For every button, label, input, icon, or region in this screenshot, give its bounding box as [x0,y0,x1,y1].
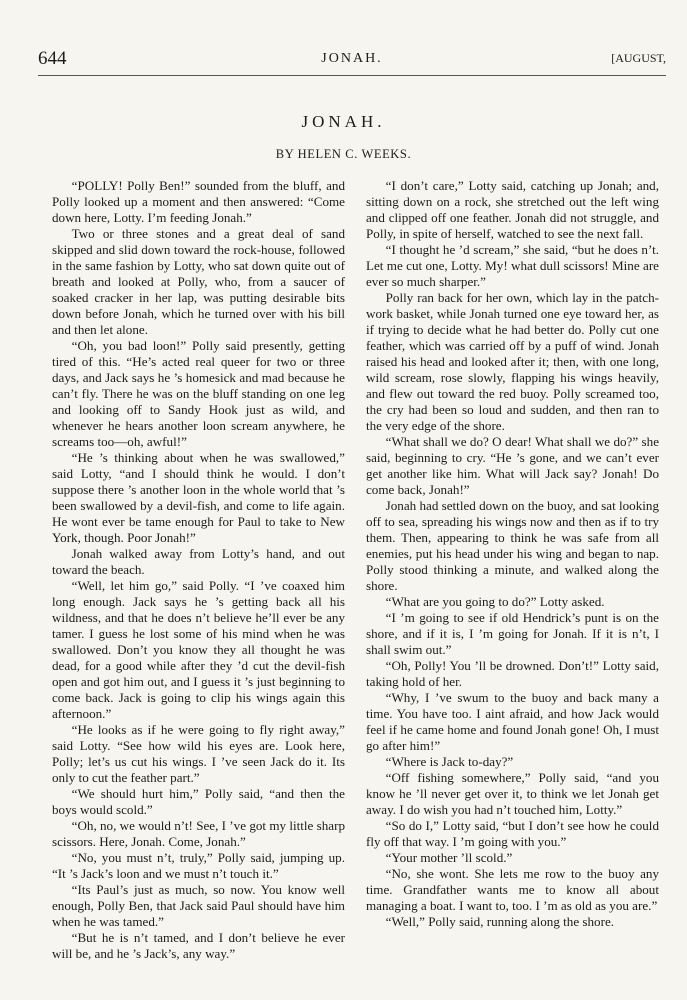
paragraph: “No, you must n’t, truly,” Polly said, jumping up. “It ’s Jack’s loon and we must n’t touch it.” [52,850,345,881]
article-title: JONAH. [301,112,386,131]
paragraph: “Well, let him go,” said Polly. “I ’ve coaxed him long enough. Jack says he ’s getting back all his wildness, and that he does n’t believe he’ll ever be any tamer. I guess he lost some of his mind when he was swallowed. Don’t you know they all thought he was dead, for a good while after they ’d cut the devil-fish open and got him out, and I guess it ’s just beginning to come back. Jack is going to clip his wings again this afternoon.” [52,578,345,721]
page-number: 644 [38,48,67,69]
paragraph: “Oh, Polly! You ’ll be drowned. Don’t!” Lotty said, taking hold of her. [366,658,659,689]
paragraph: “I thought he ’d scream,” she said, “but he does n’t. Let me cut one, Lotty. My! what dull scissors! Mine are ever so much sharper.” [366,242,659,289]
paragraph: Jonah had settled down on the buoy, and sat looking off to sea, spreading his wings now and then as if to try them. Then, appearing to think he was safe from all enemies, put his head under his wing and began to nap. Polly stood thinking a minute, and walked along the shore. [366,498,659,593]
paragraph: “Why, I ’ve swum to the buoy and back many a time. You have too. I aint afraid, and how Jack would feel if he came home and found Jonah gone! Oh, I must go after him!” [366,690,659,753]
paragraph: “So do I,” Lotty said, “but I don’t see how he could fly off that way. I ’m going with you.” [366,818,659,849]
header-rule [38,75,666,76]
right-column [366,178,659,930]
paragraph: “Oh, you bad loon!” Polly said presently, getting tired of this. “He’s acted real queer for two or three days, and Jack says he ’s homesick and mad because he can’t fly. There he was on the bluff standing on one leg and looking off to Sandy Hook just as wild, and whenever he hears another loon scream anywhere, he screams too—oh, awful!” [52,338,345,449]
paragraph: “Well,” Polly said, running along the shore. [385,914,615,929]
article-byline: BY HELEN C. WEEKS. [275,147,412,161]
paragraph: “He ’s thinking about when he was swallowed,” said Lotty, “and I should think he would. I don’t suppose there ’s another loon in the whole world that ’s been swallowed by a devil-fish, and come to life again. He wont ever be tame enough for Paul to take to New York, though. Poor Jonah!” [52,450,345,545]
paragraph: “POLLY! Polly Ben!” sounded from the bluff, and Polly looked up a moment and then answered: “Come down here, Lotty. I’m feeding Jonah.” [52,178,345,225]
paragraph: Polly ran back for her own, which lay in the patch-work basket, while Jonah turned one eye toward her, as if trying to decide what he had better do. Polly cut one feather, which was carried off by a puff of wind. Jonah raised his head and looked after it; then, with one long, wild scream, rose slowly, flapping his wings heavily, and flew out toward the red buoy. Polly screamed too, the cry had been so loud and sudden, and then ran to the very edge of the shore. [366,290,659,433]
paragraph: “Where is Jack to-day?” [385,754,514,769]
paragraph: “We should hurt him,” Polly said, “and then the boys would scold.” [52,786,345,817]
paragraph: “What shall we do? O dear! What shall we do?” she said, beginning to cry. “He ’s gone, and we can’t ever get another like him. What will Jack say? Jonah! Do come back, Jonah!” [366,434,659,497]
paragraph: “I ’m going to see if old Hendrick’s punt is on the shore, and if it is, I ’m going for Jonah. If it is n’t, I shall swim out.” [366,610,659,657]
running-title: JONAH. [321,51,383,66]
paragraph: “No, she wont. She lets me row to the buoy any time. Grandfather wants me to know all about managing a boat. I want to, too. I ’m as old as you are.” [366,866,659,913]
paragraph: “Your mother ’ll scold.” [385,850,513,865]
paragraph: “He looks as if he were going to fly right away,” said Lotty. “See how wild his eyes are. Look here, Polly; let’s us cut his wings. I ’ve seen Jack do it. Its only to cut the feather part.” [52,722,345,785]
paragraph: Two or three stones and a great deal of sand skipped and slid down toward the rock-house, followed in the same fashion by Lotty, who sat down quite out of breath and looked at Polly, who, from a saucer of soaked cracker in her lap, was putting desirable bits down before Jonah, which he turned over with his bill and then let alone. [52,226,345,337]
paragraph: “Oh, no, we would n’t! See, I ’ve got my little sharp scissors. Here, Jonah. Come, Jonah.” [52,818,345,849]
paragraph: “Off fishing somewhere,” Polly said, “and you know he ’ll never get over it, to think we let Jonah get away. I do wish you had n’t touched him, Lotty.” [366,770,659,817]
paragraph: Jonah walked away from Lotty’s hand, and out toward the beach. [52,546,345,577]
left-column [52,178,345,962]
issue-month: [AUGUST, [611,51,666,65]
paragraph: “I don’t care,” Lotty said, catching up Jonah; and, sitting down on a rock, she stretched out the left wing and clipped off one feather. Jonah did not struggle, and Polly, in spite of herself, watched to see the next fall. [366,178,659,241]
page-header [38,48,666,72]
paragraph: “What are you going to do?” Lotty asked. [385,594,605,609]
paragraph: “But he is n’t tamed, and I don’t believe he ever will be, and he ’s Jack’s, any way.” [52,930,345,961]
paragraph: “Its Paul’s just as much, so now. You know well enough, Polly Ben, that Jack said Paul should have him when he was tamed.” [52,882,345,929]
